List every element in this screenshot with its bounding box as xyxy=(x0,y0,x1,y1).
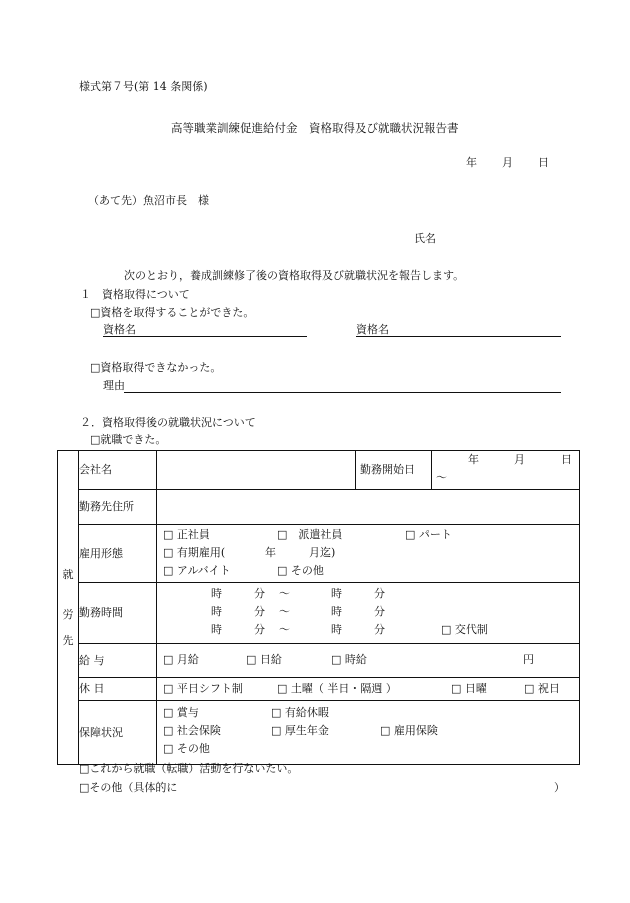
salary-field xyxy=(157,644,580,678)
insurance-pension-checkbox[interactable]: □ 厚生年金 xyxy=(271,724,329,737)
start-date-month: 月 xyxy=(514,453,525,466)
employment-dispatch-checkbox[interactable]: □ 派遣社員 xyxy=(277,528,343,541)
insurance-field xyxy=(157,701,580,765)
intro-text: 次のとおり，養成訓練修了後の資格取得及び就職状況を報告します。 xyxy=(124,269,465,282)
salary-hourly-checkbox[interactable]: □ 時給 xyxy=(331,653,367,666)
qualification-obtained-option[interactable]: □資格を取得することができた。 xyxy=(90,306,255,319)
company-name-label: 会社名 xyxy=(79,451,157,490)
employment-type-field xyxy=(157,525,580,583)
hours-row3-tilde: ～ xyxy=(279,623,290,636)
start-date-day: 日 xyxy=(561,453,572,466)
qualification-name-label-2: 資格名 xyxy=(356,323,389,336)
hours-row1-ji2: 時 xyxy=(331,587,342,600)
hours-row3-fun2: 分 xyxy=(374,623,385,636)
employment-fixed-term-checkbox[interactable]: □ 有期雇用( xyxy=(163,546,226,559)
insurance-social-checkbox[interactable]: □ 社会保険 xyxy=(163,724,221,737)
hours-row1-ji: 時 xyxy=(211,587,222,600)
start-date-field[interactable] xyxy=(432,451,580,490)
hours-row3-ji: 時 xyxy=(211,623,222,636)
employment-arbeit-checkbox[interactable]: □ アルバイト xyxy=(163,564,231,577)
holiday-sunday-checkbox[interactable]: □ 日曜 xyxy=(451,682,487,695)
hours-row2-tilde: ～ xyxy=(279,605,290,618)
start-date-tilde: ～ xyxy=(436,471,447,484)
date-year: 年 xyxy=(466,156,477,169)
workplace-side-label xyxy=(58,451,79,765)
side-char-3: 先 xyxy=(62,633,74,647)
holidays-label: 休 日 xyxy=(79,678,157,701)
salary-daily-checkbox[interactable]: □ 日給 xyxy=(246,653,282,666)
work-hours-field[interactable] xyxy=(157,583,580,644)
employment-table xyxy=(57,450,580,765)
start-date-year: 年 xyxy=(468,453,479,466)
hours-row1-fun: 分 xyxy=(254,587,265,600)
name-label: 氏名 xyxy=(414,232,436,245)
section1-heading: １ 資格取得について xyxy=(80,288,190,301)
reason-label: 理由 xyxy=(103,379,125,392)
hours-row3-fun: 分 xyxy=(254,623,265,636)
hours-row3-ji2: 時 xyxy=(331,623,342,636)
employment-regular-checkbox[interactable]: □ 正社員 xyxy=(163,528,210,541)
employment-type-label: 雇用形態 xyxy=(79,525,157,583)
qualification-name-line-1[interactable] xyxy=(103,336,307,337)
employment-other-checkbox[interactable]: □ その他 xyxy=(277,564,324,577)
salary-yen: 円 xyxy=(523,653,534,666)
insurance-other-checkbox[interactable]: □ その他 xyxy=(163,742,210,755)
qualification-name-line-2[interactable] xyxy=(356,336,561,337)
employment-part-checkbox[interactable]: □ パート xyxy=(405,528,452,541)
date-month: 月 xyxy=(502,156,513,169)
job-seeking-option[interactable]: □これから就職（転職）活動を行ないたい。 xyxy=(79,762,299,775)
start-date-label: 勤務開始日 xyxy=(356,451,432,490)
qualification-name-label-1: 資格名 xyxy=(103,323,136,336)
other-option[interactable]: □その他（具体的に xyxy=(79,781,178,794)
employment-fixed-year: 年 xyxy=(265,546,276,559)
salary-label: 給 与 xyxy=(79,644,157,678)
insurance-paid-leave-checkbox[interactable]: □ 有給休暇 xyxy=(271,706,329,719)
side-char-1: 就 xyxy=(62,567,74,581)
side-char-2: 労 xyxy=(62,607,74,621)
hours-row2-fun: 分 xyxy=(254,605,265,618)
section2-heading: ２．資格取得後の就職状況について xyxy=(80,416,256,429)
holiday-saturday-checkbox[interactable]: □ 土曜（ 半日・隔週 ） xyxy=(277,682,397,695)
employed-option[interactable]: □就職できた。 xyxy=(90,433,167,446)
page-title: 高等職業訓練促進給付金 資格取得及び就職状況報告書 xyxy=(171,121,459,135)
form-number: 様式第７号(第 14 条関係) xyxy=(79,80,208,93)
salary-monthly-checkbox[interactable]: □ 月給 xyxy=(163,653,199,666)
insurance-employment-checkbox[interactable]: □ 雇用保険 xyxy=(380,724,438,737)
insurance-label: 保障状況 xyxy=(79,701,157,765)
date-day: 日 xyxy=(538,156,549,169)
holiday-national-checkbox[interactable]: □ 祝日 xyxy=(524,682,560,695)
employment-fixed-month: 月迄) xyxy=(309,546,336,559)
addressee: （あて先）魚沼市長 様 xyxy=(88,194,209,207)
hours-row1-fun2: 分 xyxy=(374,587,385,600)
hours-row1-tilde: ～ xyxy=(279,587,290,600)
holidays-field xyxy=(157,678,580,701)
address-field[interactable] xyxy=(157,490,580,525)
address-label: 勤務先住所 xyxy=(79,490,157,525)
reason-line[interactable] xyxy=(124,392,561,393)
hours-row2-ji2: 時 xyxy=(331,605,342,618)
work-hours-label: 勤務時間 xyxy=(79,583,157,644)
other-close-paren: ） xyxy=(554,781,565,794)
qualification-not-obtained-option[interactable]: □資格取得できなかった。 xyxy=(90,361,222,374)
insurance-bonus-checkbox[interactable]: □ 賞与 xyxy=(163,706,199,719)
hours-row2-ji: 時 xyxy=(211,605,222,618)
shift-checkbox[interactable]: □ 交代制 xyxy=(441,623,488,636)
company-name-field[interactable] xyxy=(157,451,356,490)
holiday-weekday-shift-checkbox[interactable]: □ 平日シフト制 xyxy=(163,682,243,695)
hours-row2-fun2: 分 xyxy=(374,605,385,618)
